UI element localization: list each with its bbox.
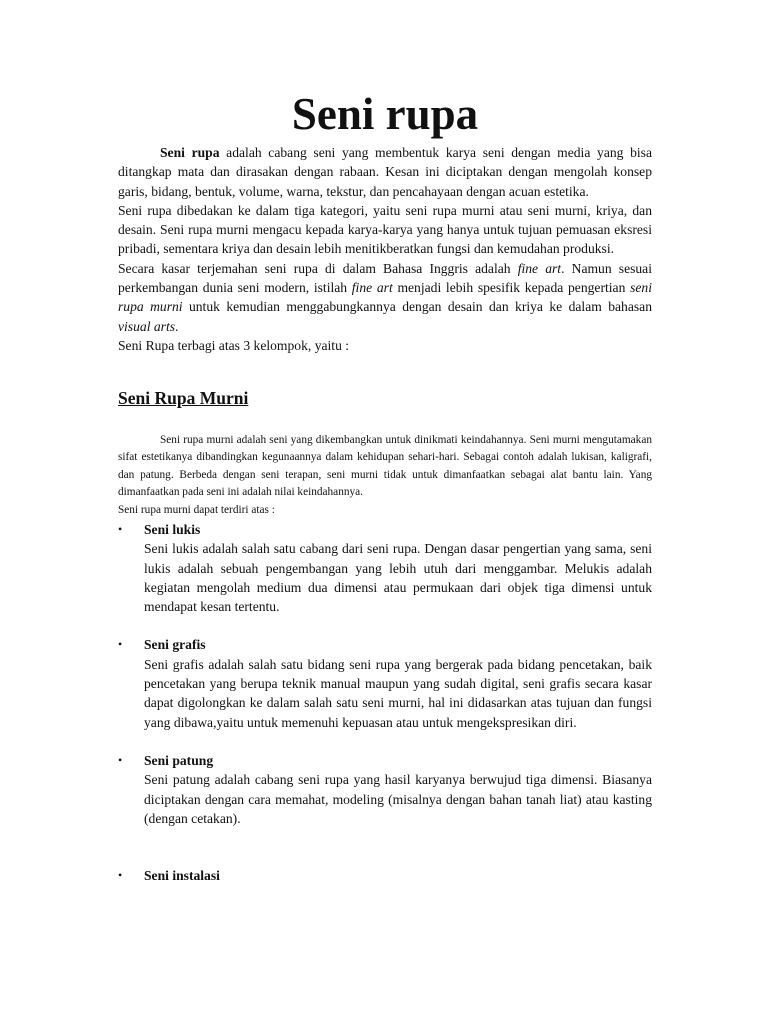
list-item-body: Seni patung adalah cabang seni rupa yang hasil karyanya berwujud tiga dimensi. Biasanya diciptakan dengan cara memahat, modeling (misalnya dengan bahan tanah liat) atau kasting (dengan cetakan). bbox=[144, 772, 652, 826]
intro-paragraph-3: Secara kasar terjemahan seni rupa di dalam Bahasa Inggris adalah fine art. Namun sesuai perkembangan dunia seni modern, istilah fine art menjadi lebih spesifik kepada pengertian seni rupa murni untuk kemudian menggabungkannya dengan desain dan kriya ke dalam bahasan visual arts. bbox=[118, 260, 652, 334]
list-item-title: Seni patung bbox=[144, 752, 214, 768]
list-item bbox=[118, 635, 652, 731]
list-item bbox=[118, 520, 652, 616]
section-body bbox=[118, 432, 652, 519]
list-item-title: Seni lukis bbox=[144, 522, 201, 537]
section-paragraph-2: Seni rupa murni dapat terdiri atas : bbox=[118, 503, 275, 516]
list-item bbox=[118, 866, 652, 885]
bullet-icon: • bbox=[118, 752, 123, 767]
list-item-title: Seni instalasi bbox=[144, 868, 220, 884]
list-item-body: Seni grafis adalah salah satu bidang seni rupa yang bergerak pada bidang pencetakan, baik pencetakan yang berupa teknik manual maupun yang sudah digital, seni grafis secara kasar dapat digolongkan ke dalam salah satu seni murni, hal ini didasarkan atas tujuan dan fungsi yang dibawa,yaitu untuk memenuhi kepuasan atau untuk mengekspresikan diri. bbox=[144, 656, 652, 730]
list-item-title: Seni grafis bbox=[144, 637, 206, 653]
bullet-icon: • bbox=[118, 868, 123, 883]
page-title: Seni rupa bbox=[291, 89, 479, 139]
section-paragraph-1: Seni rupa murni adalah seni yang dikembangkan untuk dinikmati keindahannya. Seni murni mengutamakan sifat estetikanya dibandingkan kegunaannya dalam kehidupan sehari-hari. Sebagai contoh adalah lukisan, kaligrafi, dan patung. Berbeda dengan seni terapan, seni murni tidak untuk dimanfaatkan sebagai alat bantu lain. Yang dimanfaatkan pada seni ini adalah nilai keindahannya. bbox=[118, 434, 652, 499]
bullet-icon: • bbox=[118, 522, 123, 536]
intro-paragraph-2: Seni rupa dibedakan ke dalam tiga kategori, yaitu seni rupa murni atau seni murni, kriya, dan desain. Seni rupa murni mengacu kepada karya-karya yang hanya untuk tujuan pemuasan eksresi pribadi, sementara kriya dan desain lebih menitikberatkan fungsi dan kemudahan produksi. bbox=[118, 202, 652, 257]
intro-paragraph-1: Seni rupa adalah cabang seni yang membentuk karya seni dengan media yang bisa ditangkap mata dan dirasakan dengan rabaan. Kesan ini diciptakan dengan mengolah konsep garis, bidang, bentuk, volume, warna, tekstur, dan pencahayaan dengan acuan estetika. bbox=[118, 145, 652, 199]
list-item-body: Seni lukis adalah salah satu cabang dari seni rupa. Dengan dasar pengertian yang sama, seni lukis adalah sebuah pengembangan yang lebih utuh dari menggambar. Melukis adalah kegiatan mengolah medium dua dimensi atau permukaan dari objek tiga dimensi untuk mendapat kesan tertentu. bbox=[144, 541, 652, 615]
intro-section bbox=[118, 143, 652, 355]
bullet-icon: • bbox=[118, 637, 123, 652]
list-item bbox=[118, 751, 652, 828]
art-types-list bbox=[118, 520, 652, 885]
intro-paragraph-4: Seni Rupa terbagi atas 3 kelompok, yaitu : bbox=[118, 337, 350, 353]
section-heading: Seni Rupa Murni bbox=[118, 388, 249, 408]
term-seni-rupa: Seni rupa bbox=[160, 145, 220, 160]
